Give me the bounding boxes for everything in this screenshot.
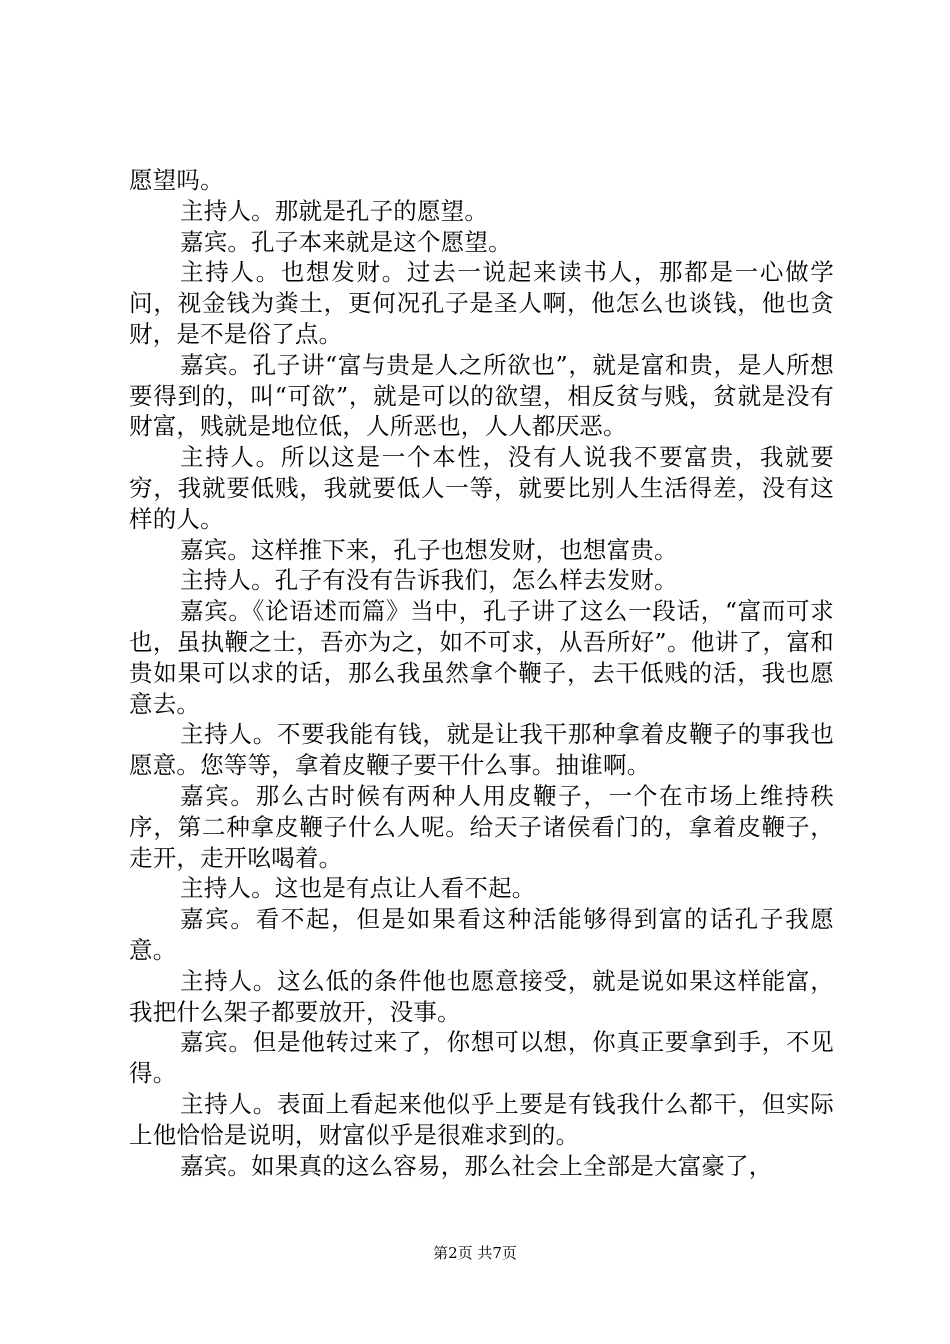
paragraph: 嘉宾。《论语述而篇》当中，孔子讲了这么一段话，“富而可求也，虽执鞭之士，吾亦为之，如不可求，从吾所好”。他讲了，富和贵如果可以求的话，那么我虽然拿个鞭子，去干低贱的活，我也愿意去。	[129, 597, 834, 718]
paragraph: 嘉宾。孔子讲“富与贵是人之所欲也”，就是富和贵，是人所想要得到的，叫“可欲”，就是可以的欲望，相反贫与贱，贫就是没有财富，贱就是地位低，人所恶也，人人都厌恶。	[129, 350, 834, 441]
paragraph: 主持人。所以这是一个本性，没有人说我不要富贵，我就要穷，我就要低贱，我就要低人一等，就要比别人生活得差，没有这样的人。	[129, 443, 834, 533]
paragraph: 嘉宾。孔子本来就是这个愿望。	[180, 227, 512, 256]
paragraph: 主持人。不要我能有钱，就是让我干那种拿着皮鞭子的事我也愿意。您等等，拿着皮鞭子要干什么事。抽谁啊。	[129, 720, 834, 780]
paragraph: 主持人。那就是孔子的愿望。	[180, 196, 489, 225]
page-number-label: 第2页 共7页	[433, 1244, 517, 1262]
paragraph: 主持人。也想发财。过去一说起来读书人，那都是一心做学问，视金钱为粪土，更何况孔子是圣人啊，他怎么也谈钱，他也贪财，是不是俗了点。	[129, 258, 834, 348]
paragraph: 嘉宾。看不起，但是如果看这种活能够得到富的话孔子我愿意。	[129, 905, 834, 964]
paragraph: 愿望吗。	[129, 166, 224, 194]
document-body	[129, 165, 834, 1181]
paragraph: 主持人。孔子有没有告诉我们，怎么样去发财。	[180, 566, 678, 595]
paragraph: 嘉宾。那么古时候有两种人用皮鞭子，一个在市场上维持秩序，第二种拿皮鞭子什么人呢。给天子诸侯看门的，拿着皮鞭子，走开，走开吆喝着。	[129, 781, 834, 872]
paragraph: 嘉宾。这样推下来，孔子也想发财，也想富贵。	[180, 535, 678, 564]
page-footer	[0, 1243, 950, 1263]
paragraph: 嘉宾。但是他转过来了，你想可以想，你真正要拿到手，不见得。	[129, 1028, 834, 1088]
paragraph: 主持人。表面上看起来他似乎上要是有钱我什么都干，但实际上他恰恰是说明，财富似乎是很难求到的。	[129, 1089, 834, 1149]
paragraph: 主持人。这也是有点让人看不起。	[180, 874, 536, 903]
paragraph: 嘉宾。如果真的这么容易，那么社会上全部是大富豪了，	[180, 1151, 773, 1180]
paragraph: 主持人。这么低的条件他也愿意接受，就是说如果这样能富，我把什么架子都要放开，没事。	[129, 966, 834, 1026]
